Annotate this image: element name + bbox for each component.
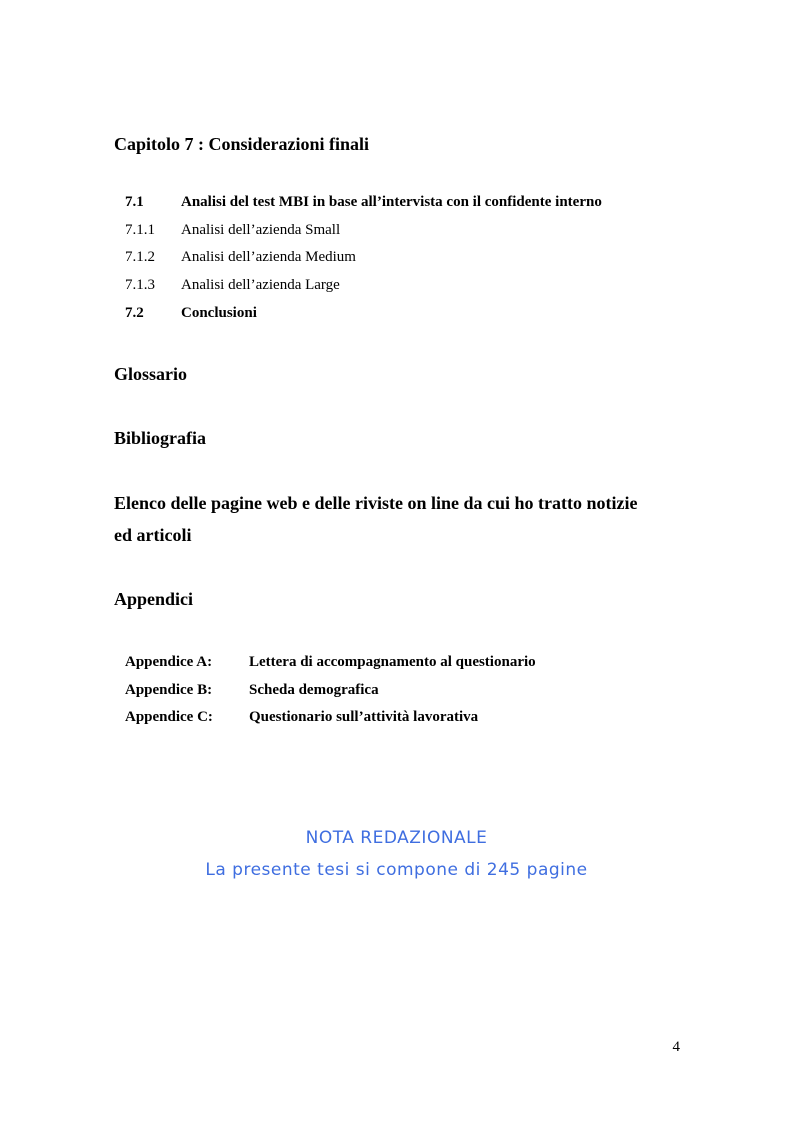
bibliography-heading: Bibliografia (114, 428, 207, 448)
web-sources-heading-line2: ed articoli (114, 525, 192, 545)
editorial-note-title: NOTA REDAZIONALE (305, 828, 488, 848)
toc-item-title: Analisi dell’azienda Large (181, 277, 340, 293)
toc-item-title: Analisi dell’azienda Small (181, 222, 341, 238)
toc-item-number: 7.2 (125, 305, 144, 321)
page-number: 4 (672, 1039, 680, 1055)
appendix-title: Lettera di accompagnamento al questionario (249, 654, 536, 670)
toc-item-number: 7.1.2 (125, 249, 155, 265)
glossary-heading: Glossario (114, 364, 188, 384)
web-sources-heading-line1: Elenco delle pagine web e delle riviste on line da cui ho tratto notizie (114, 493, 638, 513)
chapter-heading: Capitolo 7 : Considerazioni finali (114, 134, 370, 154)
toc-item-title: Analisi dell’azienda Medium (181, 249, 356, 265)
toc-item-number: 7.1.3 (125, 277, 155, 293)
appendix-label: Appendice B: (125, 682, 213, 698)
toc-item-number: 7.1.1 (125, 222, 155, 238)
toc-item-number: 7.1 (125, 194, 144, 210)
appendix-title: Scheda demografica (249, 682, 379, 698)
toc-item-title: Conclusioni (181, 305, 257, 321)
appendix-label: Appendice C: (125, 709, 213, 725)
appendix-title: Questionario sull’attività lavorativa (249, 709, 479, 725)
toc-item-title: Analisi del test MBI in base all’intervista con il confidente interno (181, 194, 602, 210)
appendices-heading: Appendici (114, 589, 194, 609)
editorial-note-text: La presente tesi si compone di 245 pagine (205, 860, 588, 880)
appendix-label: Appendice A: (125, 654, 213, 670)
web-sources-heading (114, 487, 674, 551)
